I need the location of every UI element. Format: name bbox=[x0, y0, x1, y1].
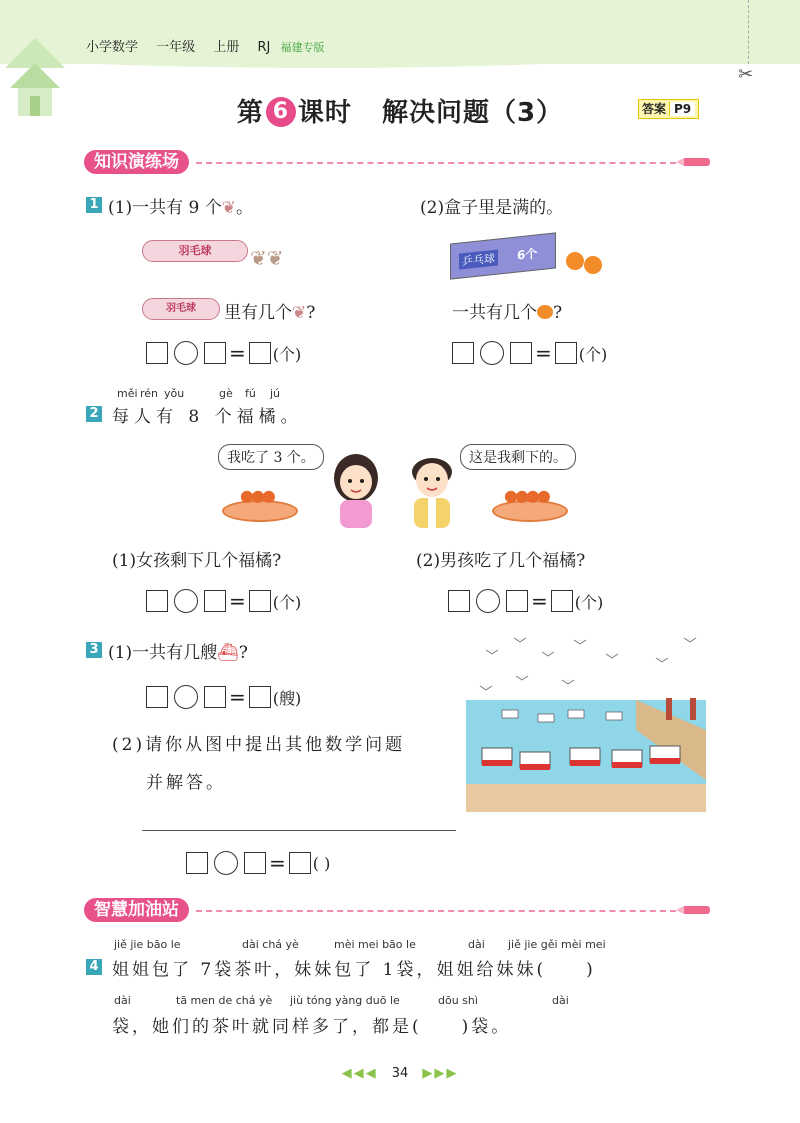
shuttlecock-icon: ❦ bbox=[292, 303, 307, 323]
q4-pinyin-line2: dài tā men de chá yè jiù tóng yàng duō le dōu shì dài bbox=[114, 994, 569, 1007]
q3-part2-line2: 并解答。 bbox=[146, 773, 226, 793]
pencil-icon bbox=[684, 158, 710, 166]
scissors-icon: ✂ bbox=[738, 64, 754, 85]
girl-speech-bubble: 我吃了 3 个。 bbox=[218, 444, 324, 470]
cut-line bbox=[748, 0, 749, 64]
pencil-icon bbox=[684, 906, 710, 914]
lesson-number: 6 bbox=[266, 97, 296, 127]
answer-page-tag[interactable]: 答案 P9 bbox=[638, 99, 699, 119]
answer-box[interactable] bbox=[506, 590, 528, 612]
orange-icon: ●●● bbox=[240, 486, 273, 505]
answer-box[interactable] bbox=[186, 852, 208, 874]
q2-part1: (1)女孩剩下几个福橘? bbox=[112, 551, 282, 571]
pingpong-ball-icon bbox=[537, 305, 553, 319]
q2-equation-1: = (个) bbox=[146, 588, 301, 614]
operator-circle[interactable] bbox=[476, 589, 500, 613]
page-number: 34 bbox=[391, 1066, 409, 1081]
page-title: 第 6 课时 解决问题（3） bbox=[236, 98, 564, 128]
answer-line[interactable] bbox=[142, 830, 456, 831]
answer-box[interactable] bbox=[289, 852, 311, 874]
shuttlecock-tube: 羽毛球 bbox=[142, 240, 248, 262]
volume: 上册 bbox=[213, 40, 240, 55]
q1-ask1: 里有几个❦? bbox=[224, 303, 316, 323]
q3-equation-1: = (艘) bbox=[146, 684, 301, 710]
q3-part2-line1: (2)请你从图中提出其他数学问题 bbox=[112, 735, 406, 755]
operator-circle[interactable] bbox=[214, 851, 238, 875]
orange-icon: ●●●● bbox=[504, 486, 548, 505]
grade: 一年级 bbox=[156, 40, 196, 55]
ship-icon: ⛴ bbox=[217, 643, 239, 663]
pingpong-box: 乒乓球 6个 bbox=[450, 232, 556, 279]
operator-circle[interactable] bbox=[174, 685, 198, 709]
q3-part1: (1)一共有几艘⛴? bbox=[108, 643, 248, 663]
question-number-1: 1 bbox=[86, 197, 102, 213]
question-number-4: 4 bbox=[86, 959, 102, 975]
question-number-3: 3 bbox=[86, 642, 102, 658]
q4-line1: 姐姐包了 7袋茶叶，妹妹包了 1袋，姐姐给妹妹( ) bbox=[112, 960, 596, 980]
pingpong-ball bbox=[584, 256, 602, 274]
answer-box[interactable] bbox=[452, 342, 474, 364]
answer-box[interactable] bbox=[244, 852, 266, 874]
answer-box[interactable] bbox=[146, 686, 168, 708]
answer-box[interactable] bbox=[204, 590, 226, 612]
section-divider bbox=[196, 910, 676, 912]
page-footer: ◀◀◀ 34 ▶▶▶ bbox=[341, 1066, 459, 1081]
question-number-2: 2 bbox=[86, 406, 102, 422]
answer-box[interactable] bbox=[249, 342, 271, 364]
shuttlecock-tube-small: 羽毛球 bbox=[142, 298, 220, 320]
q1-equation-1: = (个) bbox=[146, 340, 301, 366]
answer-box[interactable] bbox=[204, 342, 226, 364]
q2-pinyin: měi rén yǒu gè fú jú bbox=[117, 387, 281, 400]
answer-box[interactable] bbox=[555, 342, 577, 364]
q4-pinyin-line1: jiě jie bāo le dài chá yè mèi mei bāo le dài jiě jie gěi mèi mei bbox=[114, 938, 606, 951]
q1-part2-text: (2)盒子里是满的。 bbox=[420, 198, 564, 218]
edition: RJ bbox=[257, 40, 271, 55]
q1-part1-text: (1)一共有 9 个❦。 bbox=[108, 198, 253, 218]
subject: 小学数学 bbox=[86, 40, 139, 55]
answer-box[interactable] bbox=[204, 686, 226, 708]
answer-box[interactable] bbox=[551, 590, 573, 612]
q1-ask2: 一共有几个 ? bbox=[452, 303, 563, 323]
girl-illustration bbox=[326, 452, 386, 528]
q1-equation-2: = (个) bbox=[452, 340, 607, 366]
harbor-illustration bbox=[466, 630, 706, 812]
book-info bbox=[86, 36, 324, 55]
boy-illustration bbox=[400, 450, 464, 528]
operator-circle[interactable] bbox=[174, 589, 198, 613]
answer-box[interactable] bbox=[146, 342, 168, 364]
q2-equation-2: = (个) bbox=[448, 588, 603, 614]
operator-circle[interactable] bbox=[174, 341, 198, 365]
boy-speech-bubble: 这是我剩下的。 bbox=[460, 444, 576, 470]
section-challenge: 智慧加油站 bbox=[84, 898, 189, 922]
answer-box[interactable] bbox=[249, 590, 271, 612]
section-divider bbox=[196, 162, 676, 164]
q3-equation-2: = ( ) bbox=[186, 850, 330, 876]
answer-box[interactable] bbox=[510, 342, 532, 364]
shuttlecock-icon: ❦ bbox=[221, 198, 236, 218]
q2-part2: (2)男孩吃了几个福橘? bbox=[416, 551, 586, 571]
section-practice: 知识演练场 bbox=[84, 150, 189, 174]
q4-line2: 袋，她们的茶叶就同样多了，都是( )袋。 bbox=[112, 1017, 512, 1037]
operator-circle[interactable] bbox=[480, 341, 504, 365]
edition-tag: 福建专版 bbox=[280, 41, 325, 54]
answer-box[interactable] bbox=[249, 686, 271, 708]
lesson-name: 解决问题（3） bbox=[382, 98, 564, 128]
shuttlecock-icon: ❦❦ bbox=[250, 246, 284, 270]
answer-box[interactable] bbox=[146, 590, 168, 612]
pingpong-ball bbox=[566, 252, 584, 270]
answer-box[interactable] bbox=[448, 590, 470, 612]
q2-stem: 每人有 8 个福橘。 bbox=[112, 407, 303, 427]
